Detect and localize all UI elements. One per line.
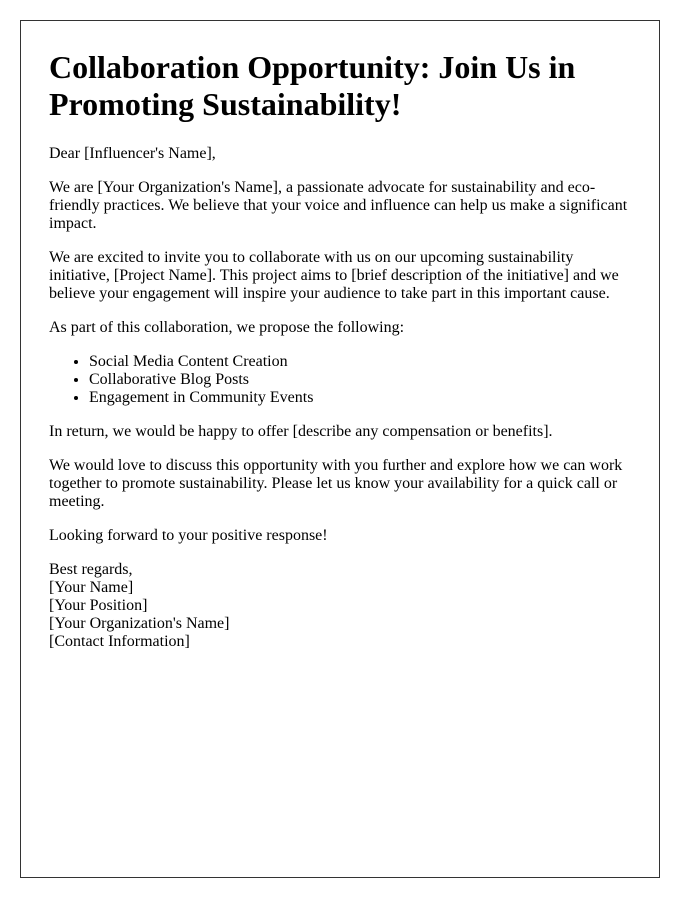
letter-page: [20, 20, 660, 878]
closing-line: Looking forward to your positive response!: [49, 527, 328, 544]
letter-title: Collaboration Opportunity: Join Us in Promoting Sustainability!: [49, 49, 576, 122]
invitation-paragraph: We are excited to invite you to collaborate with us on our upcoming sustainability initiative, [Project Name]. This project aims to [brief description of the initiative] and we believe your engagement will inspire your audience to take part in this important cause.: [49, 249, 619, 302]
discussion-paragraph: We would love to discuss this opportunity with you further and explore how we can work together to promote sustainability. Please let us know your availability for a quick call or meeting.: [49, 457, 623, 510]
intro-paragraph: We are [Your Organization's Name], a passionate advocate for sustainability and eco-friendly practices. We believe that your voice and influence can help us make a significant impact.: [49, 179, 628, 232]
signer-position: [Your Position]: [49, 597, 148, 614]
offer-paragraph: In return, we would be happy to offer [describe any compensation or benefits].: [49, 423, 553, 440]
greeting: Dear [Influencer's Name],: [49, 145, 216, 162]
proposal-list: [49, 353, 631, 407]
proposal-intro: As part of this collaboration, we propose the following:: [49, 319, 405, 336]
signature-block: [49, 561, 631, 651]
sign-off: Best regards,: [49, 561, 133, 578]
list-item: • Engagement in Community Events: [89, 389, 631, 407]
list-item: • Social Media Content Creation: [89, 353, 631, 371]
signer-organization: [Your Organization's Name]: [49, 615, 230, 632]
signer-contact: [Contact Information]: [49, 633, 190, 650]
list-item: • Collaborative Blog Posts: [89, 371, 631, 389]
signer-name: [Your Name]: [49, 579, 134, 596]
